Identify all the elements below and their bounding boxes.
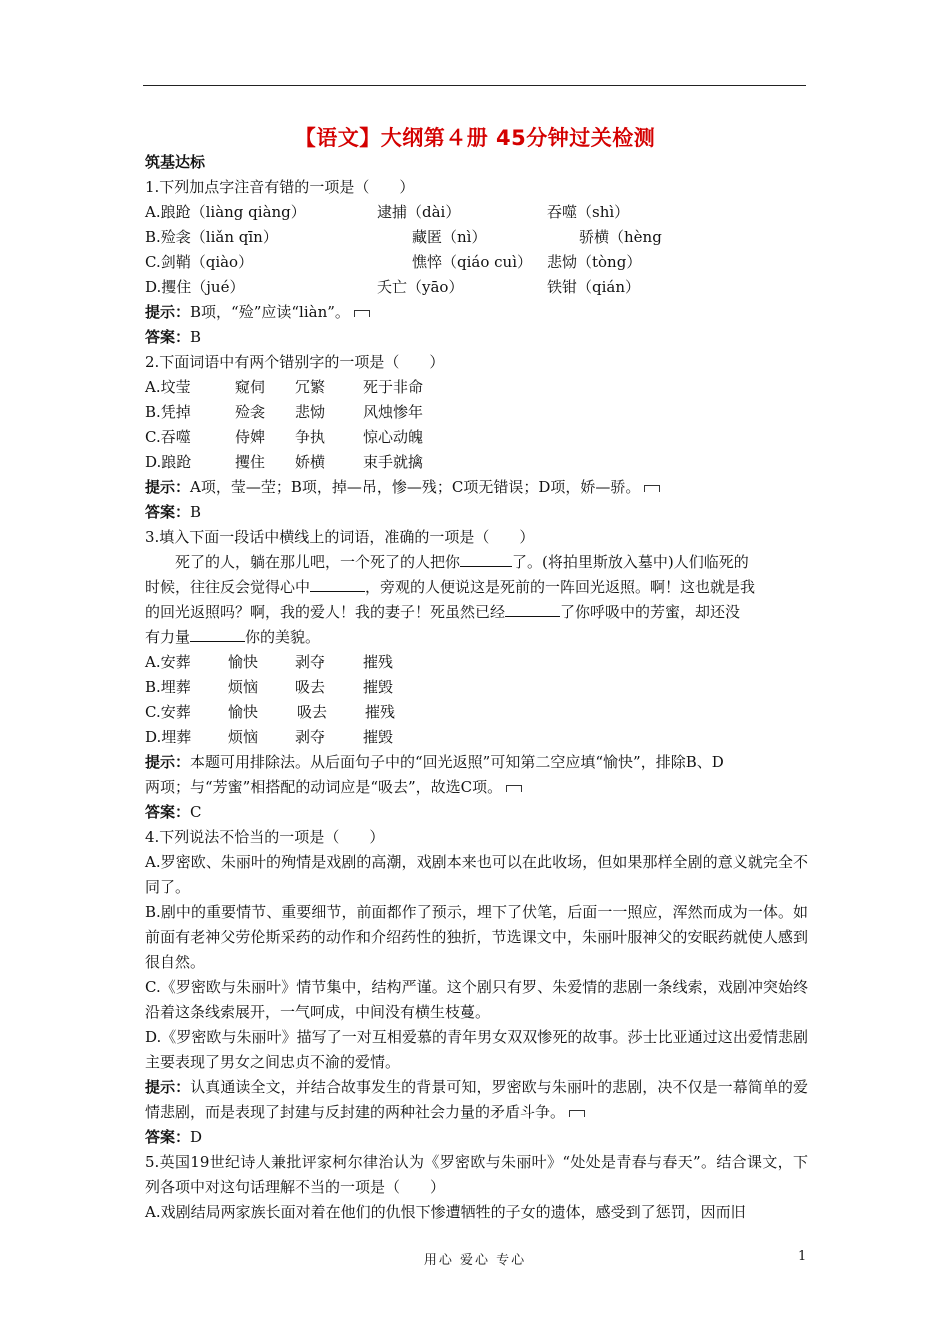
q1-option-b bbox=[145, 225, 808, 250]
option-cell: 吸去 bbox=[297, 703, 328, 721]
q1-option-d bbox=[145, 275, 808, 300]
edit-mark-icon bbox=[506, 785, 522, 792]
q3-option-a bbox=[145, 650, 808, 675]
q3-stem: 3.填入下面一段话中横线上的词语，准确的一项是（ ） bbox=[145, 528, 535, 546]
option-cell: 铁钳（qián） bbox=[547, 278, 641, 296]
option-cell: 摧残 bbox=[365, 703, 396, 721]
option-cell: 烦恼 bbox=[228, 728, 259, 746]
option-cell: 娇横 bbox=[295, 453, 326, 471]
option-cell: 夭亡（yāo） bbox=[377, 278, 464, 296]
q1-option-a bbox=[145, 200, 808, 225]
option-cell: 摧毁 bbox=[363, 728, 394, 746]
option-cell: A.坟莹 bbox=[145, 378, 191, 396]
passage-text: 死了的人，躺在那儿吧，一个死了的人把你 bbox=[175, 553, 461, 571]
q2-option-b bbox=[145, 400, 808, 425]
answer-label: 答案： bbox=[145, 503, 191, 521]
hint-text: A项，莹—茔；B项，掉—吊，惨—残；C项无错误；D项，娇—骄。 bbox=[190, 478, 641, 496]
option-cell: 剥夺 bbox=[295, 653, 326, 671]
answer-text: C bbox=[190, 803, 202, 821]
q2-option-c bbox=[145, 425, 808, 450]
hint-label: 提示： bbox=[145, 753, 191, 771]
option-cell: 剥夺 bbox=[295, 728, 326, 746]
option-cell: 逮捕（dài） bbox=[377, 203, 461, 221]
q3-passage-line bbox=[145, 600, 808, 625]
answer-label: 答案： bbox=[145, 1128, 191, 1146]
hint-label: 提示： bbox=[145, 478, 191, 496]
passage-text: 时候，往往反会觉得心中 bbox=[145, 578, 311, 596]
section-heading: 筑基达标 bbox=[145, 153, 206, 171]
option-cell: 愉快 bbox=[228, 653, 259, 671]
option-cell: 吞噬（shì） bbox=[547, 203, 630, 221]
q3-answer bbox=[145, 800, 808, 825]
answer-label: 答案： bbox=[145, 328, 191, 346]
q2-option-a bbox=[145, 375, 808, 400]
fill-blank bbox=[460, 551, 512, 567]
option-cell: 藏匿（nì） bbox=[412, 228, 487, 246]
q3-option-d bbox=[145, 725, 808, 750]
q3-hint bbox=[145, 750, 808, 775]
q4-answer bbox=[145, 1125, 808, 1150]
option-cell: 吸去 bbox=[295, 678, 326, 696]
option-cell: 摧残 bbox=[363, 653, 394, 671]
answer-label: 答案： bbox=[145, 803, 191, 821]
q3-option-c bbox=[145, 700, 808, 725]
hint-label: 提示： bbox=[145, 303, 191, 321]
option-cell: 烦恼 bbox=[228, 678, 259, 696]
q3-option-b bbox=[145, 675, 808, 700]
hint-text: 本题可用排除法。从后面句子中的“回光返照”可知第二空应填“愉快”，排除B、D bbox=[190, 753, 724, 771]
option-cell: 争执 bbox=[295, 428, 326, 446]
passage-text: 了。(将拍里斯放入墓中)人们临死的 bbox=[512, 553, 749, 571]
q4-stem: 4.下列说法不恰当的一项是（ ） bbox=[145, 828, 385, 846]
q2-hint bbox=[145, 475, 808, 500]
option-cell: D.踉跄 bbox=[145, 453, 192, 471]
hint-text: 认真通读全文，并结合故事发生的背景可知，罗密欧与朱丽叶的悲剧，决不仅是一幕简单的爱情悲剧，而是表现了封建与反封建的两种社会力量的矛盾斗争。 bbox=[145, 1078, 808, 1121]
q5-option-a: A.戏剧结局两家族长面对着在他们的仇恨下惨遭牺牲的子女的遗体，感受到了惩罚，因而旧 bbox=[145, 1203, 746, 1221]
fill-blank bbox=[505, 601, 560, 617]
option-cell: 悲恸 bbox=[295, 403, 326, 421]
option-cell: B.凭掉 bbox=[145, 403, 191, 421]
option-cell: 骄横（hèng bbox=[579, 228, 662, 246]
q3-hint-cont bbox=[145, 775, 808, 800]
option-cell: D.攫住（jué） bbox=[145, 278, 245, 296]
passage-text: 了你呼吸中的芳蜜，却还没 bbox=[560, 603, 741, 621]
option-cell: 愉快 bbox=[228, 703, 259, 721]
page-number: 1 bbox=[798, 1249, 807, 1264]
edit-mark-icon bbox=[644, 485, 660, 492]
passage-text: ，旁观的人便说这是死前的一阵回光返照。啊！这也就是我 bbox=[365, 578, 756, 596]
q1-option-c bbox=[145, 250, 808, 275]
option-cell: B.殓衾（liǎn qīn） bbox=[145, 228, 278, 246]
option-cell: D.埋葬 bbox=[145, 728, 192, 746]
option-cell: 风烛惨年 bbox=[363, 403, 424, 421]
option-cell: 攫住 bbox=[235, 453, 266, 471]
q4-option-c: C.《罗密欧与朱丽叶》情节集中，结构严谨。这个剧只有罗、朱爱情的悲剧一条线索，戏剧冲突始终沿着这条线索展开，一气呵成，中间没有横生枝蔓。 bbox=[145, 978, 808, 1021]
edit-mark-icon bbox=[569, 1110, 585, 1117]
q4-option-b: B.剧中的重要情节、重要细节，前面都作了预示，埋下了伏笔，后面一一照应，浑然而成为一体。如前面有老神父劳伦斯采药的动作和介绍药性的独折，节选课文中，朱丽叶服神父的安眠药就使人感到很自然。 bbox=[145, 903, 808, 971]
page-title: 【语文】大纲第４册 45分钟过关检测 bbox=[294, 126, 656, 150]
option-cell: 侍婢 bbox=[235, 428, 266, 446]
option-cell: C.剑鞘（qiào） bbox=[145, 253, 254, 271]
option-cell: 惊心动魄 bbox=[363, 428, 424, 446]
hint-label: 提示： bbox=[145, 1078, 191, 1096]
option-cell: 死于非命 bbox=[363, 378, 424, 396]
q3-passage-line bbox=[145, 575, 808, 600]
q5-stem: 5.英国19世纪诗人兼批评家柯尔律治认为《罗密欧与朱丽叶》“处处是青春与春天”。结合课文，下列各项中对这句话理解不当的一项是（ ） bbox=[145, 1153, 808, 1196]
edit-mark-icon bbox=[354, 310, 370, 317]
q3-passage-line bbox=[145, 625, 808, 650]
q4-option-a: A.罗密欧、朱丽叶的殉情是戏剧的高潮，戏剧本来也可以在此收场，但如果那样全剧的意义就完全不同了。 bbox=[145, 853, 808, 896]
q3-passage-line bbox=[145, 550, 808, 575]
option-cell: 殓衾 bbox=[235, 403, 266, 421]
q1-hint bbox=[145, 300, 808, 325]
passage-text: 有力量 bbox=[145, 628, 191, 646]
option-cell: A.踉跄（liàng qiàng） bbox=[145, 203, 306, 221]
answer-text: B bbox=[190, 503, 202, 521]
answer-text: D bbox=[190, 1128, 203, 1146]
option-cell: 憔悴（qiáo cuì） bbox=[412, 253, 533, 271]
option-cell: C.安葬 bbox=[145, 703, 191, 721]
page-footer: 用心 爱心 专心 bbox=[423, 1253, 527, 1268]
q1-answer bbox=[145, 325, 808, 350]
q4-hint bbox=[145, 1075, 808, 1125]
option-cell: C.吞噬 bbox=[145, 428, 191, 446]
document-body bbox=[145, 150, 808, 1225]
q2-option-d bbox=[145, 450, 808, 475]
q1-stem: 1.下列加点字注音有错的一项是（ ） bbox=[145, 178, 415, 196]
hint-text: B项，“殓”应读“liàn”。 bbox=[190, 303, 350, 321]
option-cell: 悲恸（tòng） bbox=[547, 253, 642, 271]
option-cell: B.埋葬 bbox=[145, 678, 191, 696]
fill-blank bbox=[310, 576, 365, 592]
option-cell: 冗繁 bbox=[295, 378, 326, 396]
q4-option-d: D.《罗密欧与朱丽叶》描写了一对互相爱慕的青年男女双双惨死的故事。莎士比亚通过这出爱情悲剧主要表现了男女之间忠贞不渝的爱情。 bbox=[145, 1028, 808, 1071]
option-cell: A.安葬 bbox=[145, 653, 191, 671]
q2-answer bbox=[145, 500, 808, 525]
option-cell: 窥伺 bbox=[235, 378, 266, 396]
hint-text: 两项；与“芳蜜”相搭配的动词应是“吸去”，故选C项。 bbox=[145, 778, 503, 796]
passage-text: 你的美貌。 bbox=[245, 628, 321, 646]
answer-text: B bbox=[190, 328, 202, 346]
option-cell: 束手就擒 bbox=[363, 453, 424, 471]
fill-blank bbox=[190, 626, 245, 642]
passage-text: 的回光返照吗？啊，我的爱人！我的妻子！死虽然已经 bbox=[145, 603, 506, 621]
option-cell: 摧毁 bbox=[363, 678, 394, 696]
header-rule bbox=[143, 85, 806, 86]
q2-stem: 2.下面词语中有两个错别字的一项是（ ） bbox=[145, 353, 445, 371]
